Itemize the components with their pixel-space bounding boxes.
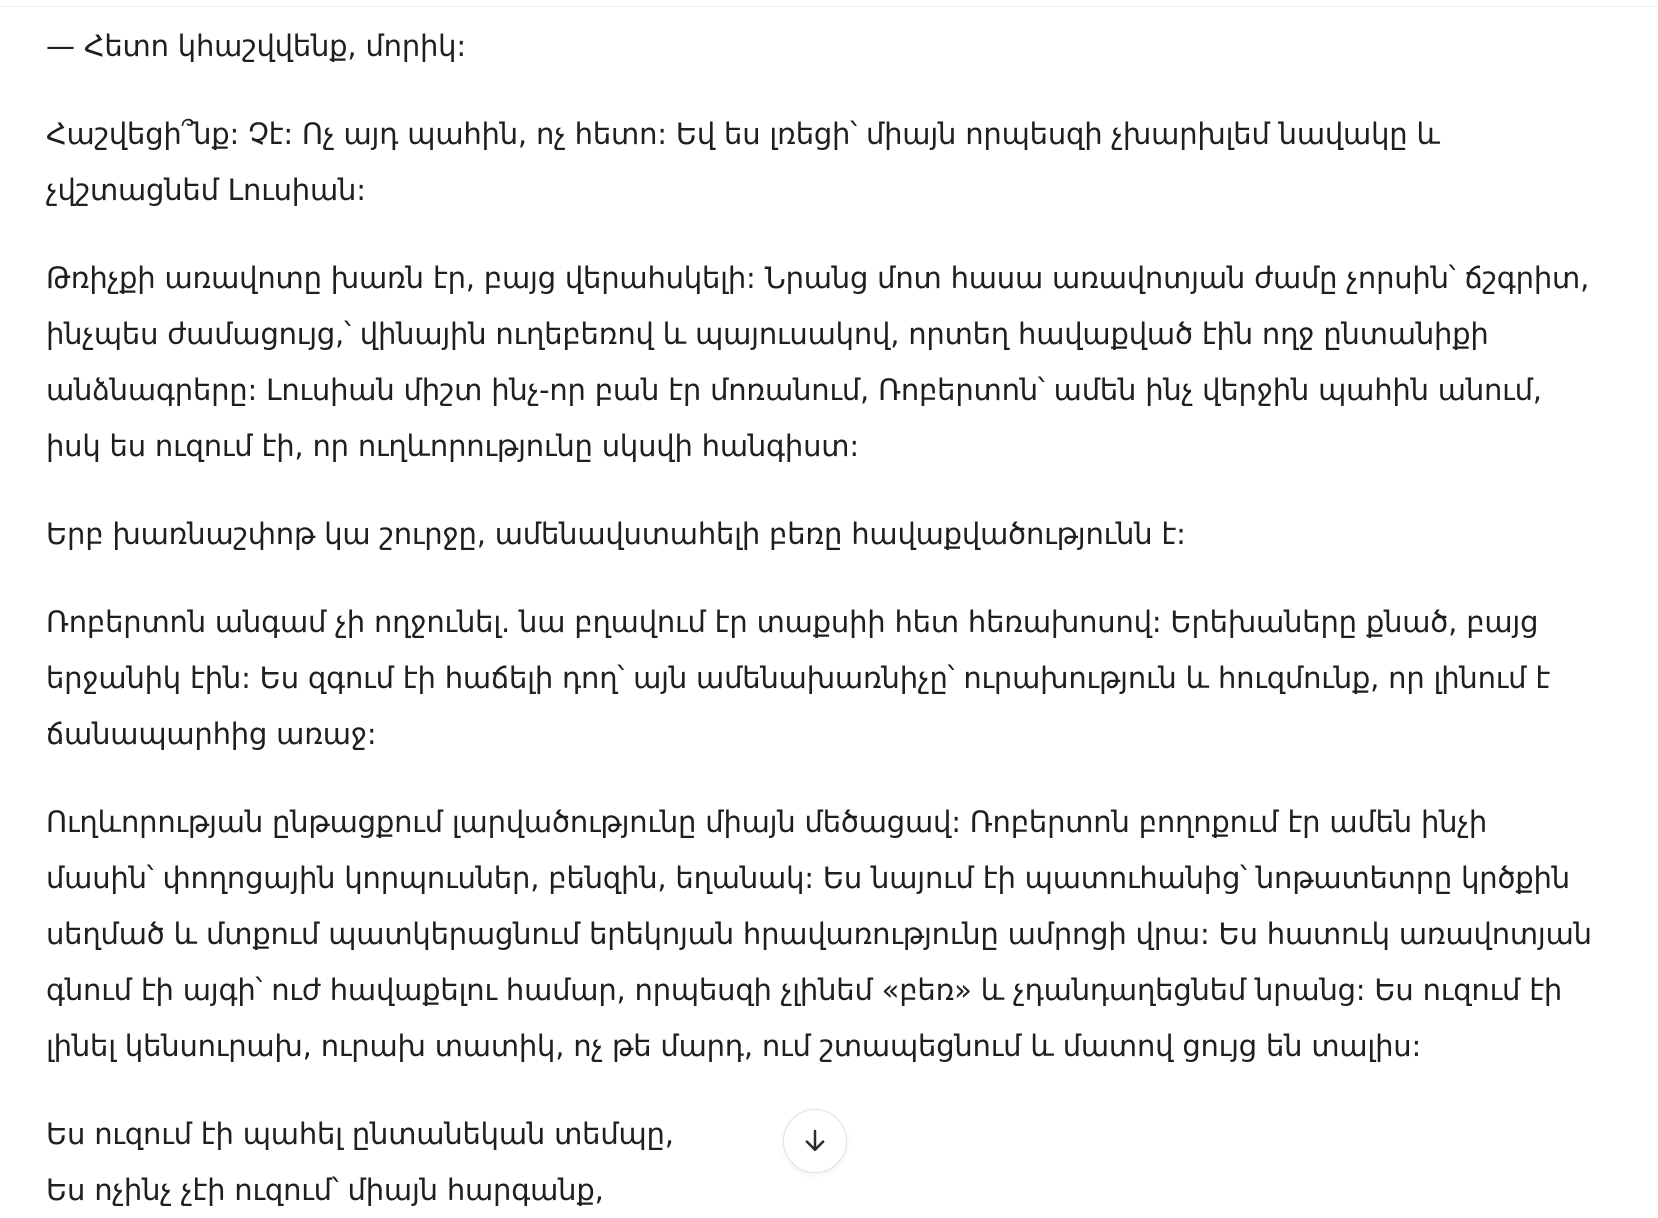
text-line: Երբ խառնաշփոթ կա շուրջը, ամենավստահելի բեռը հավաքվածությունն է: (46, 517, 1186, 551)
text-line: Ռոբերտոն անգամ չի ողջունել. նա բղավում էր տաքսիի հետ հեռախոսով: Երեխաները քնած, բայց (46, 605, 1539, 639)
text-line: իսկ ես ուզում էի, որ ուղևորությունը սկսվի հանգիստ: (46, 429, 859, 463)
text-line: Ես ոչինչ չէի ուզում՝ միայն հարգանք, (46, 1173, 604, 1207)
text-line: երջանիկ էին: Ես զգում էի հաճելի դող՝ այն ամենախառնիչը՝ ուրախություն և հուզմունք, որ լինում է (46, 661, 1551, 695)
text-line: Ես ուզում էի պահել ընտանեկան տեմպը, (46, 1117, 674, 1151)
text-line: մասին՝ փողոցային կորպուսներ, բենզին, եղանակ: Ես նայում էի պատուհանից՝ նոթատետրը կրծքին (46, 861, 1570, 895)
paragraph-4 (46, 506, 1616, 562)
text-line: լինել կենսուրախ, ուրախ տատիկ, ոչ թե մարդ, ում շտապեցնում և մատով ցույց են տալիս: (46, 1029, 1422, 1063)
text-line: անձնագրերը: Լուսիան միշտ ինչ-որ բան էր մոռանում, Ռոբերտոն՝ ամեն ինչ վերջին պահին անում, (46, 373, 1542, 407)
top-divider (0, 6, 1658, 7)
text-line: ինչպես ժամացույց,՝ վինային ուղեբեռով և պայուսակով, որտեղ հավաքված էին ողջ ընտանիքի (46, 317, 1489, 351)
text-line: սեղմած և մտքում պատկերացնում երեկոյան հրավառությունը ամրոցի վրա: Ես հատուկ առավոտյան (46, 917, 1592, 951)
scroll-to-bottom-button[interactable] (783, 1109, 847, 1173)
paragraph-5 (46, 594, 1616, 762)
text-line: չվշտացնեմ Լուսիան: (46, 173, 366, 207)
message-content (46, 18, 1616, 1218)
paragraph-2 (46, 106, 1616, 218)
text-line: Հաշվեցի՞նք: Չէ: Ոչ այդ պահին, ոչ հետո: Եվ ես լռեցի՝ միայն որպեսզի չխարխլեմ նավակը և (46, 117, 1440, 151)
text-line: գնում էի այգի՝ ուժ հավաքելու համար, որպեսզի չլինեմ «բեռ» և չդանդաղեցնեմ նրանց: Ես ուզում էի (46, 973, 1563, 1007)
text-line: Թռիչքի առավոտը խառն էր, բայց վերահսկելի: Նրանց մոտ հասա առավոտյան ժամը չորսին՝ ճշգրիտ, (46, 261, 1590, 295)
text-line: Ուղևորության ընթացքում լարվածությունը միայն մեծացավ: Ռոբերտոն բողոքում էր ամեն ինչի (46, 805, 1488, 839)
paragraph-1 (46, 18, 1616, 74)
paragraph-6 (46, 794, 1616, 1074)
paragraph-3 (46, 250, 1616, 474)
arrow-down-icon (800, 1126, 830, 1156)
text-line: ճանապարհից առաջ: (46, 717, 377, 751)
text-line: — Հետո կհաշվվենք, մորիկ: (46, 29, 466, 63)
